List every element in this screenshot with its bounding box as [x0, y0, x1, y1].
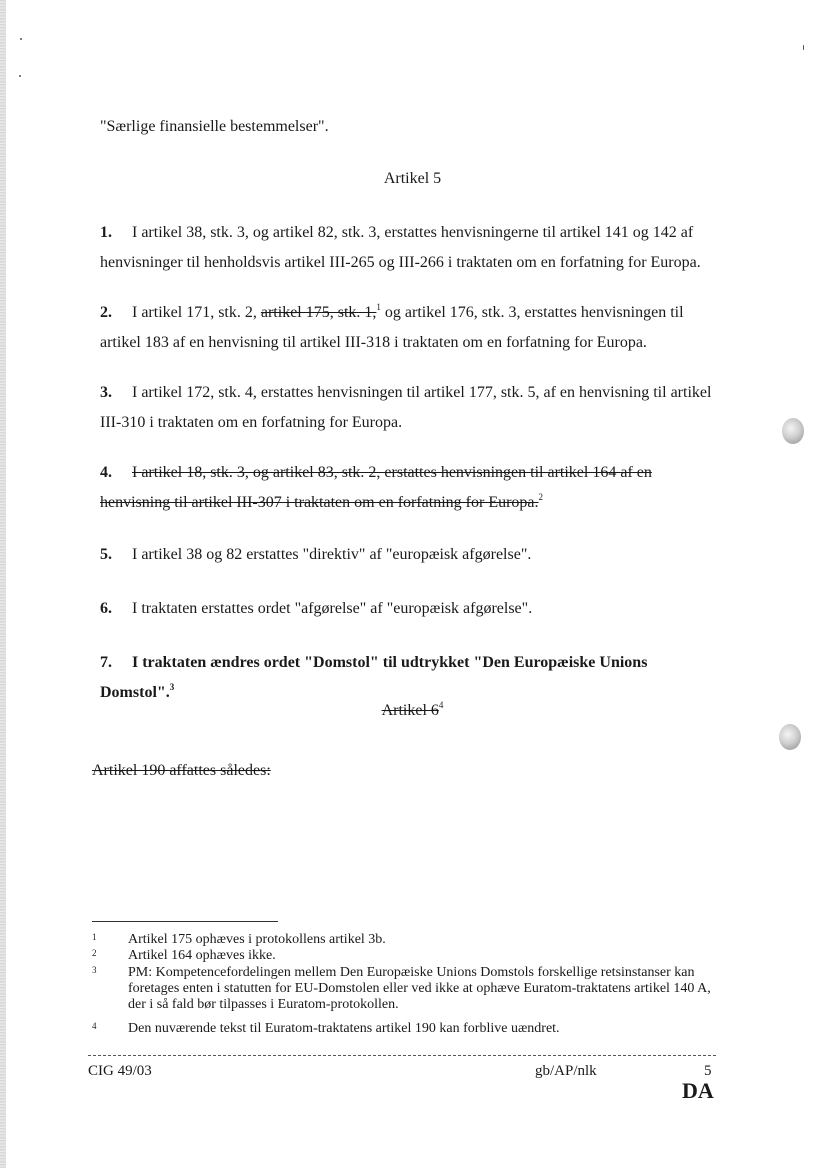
paragraph-text: I artikel 172, stk. 4, erstattes henvisningen til artikel 177, stk. 5, af en henvisning til artikel III-310 i traktaten om en forfatning for Europa.: [100, 384, 712, 431]
struck-text: Artikel 190 affattes således:: [92, 762, 271, 779]
paragraph-number: 2.: [100, 304, 112, 321]
footnote-3: [92, 965, 732, 1013]
footnote-1: [92, 932, 732, 948]
paragraph-3: [100, 378, 720, 438]
footnote-2: [92, 948, 732, 964]
paragraph-text: I artikel 171, stk. 2,: [132, 304, 257, 321]
paragraph-text: I artikel 38 og 82 erstattes "direktiv" af "europæisk afgørelse".: [132, 546, 532, 563]
footnote-separator: [92, 921, 278, 922]
footnote-ref: 1: [376, 302, 381, 312]
paragraph-1: [100, 218, 720, 278]
footnote-ref: 2: [538, 492, 544, 502]
paragraph-2: [100, 298, 720, 358]
footer-separator: [88, 1055, 716, 1056]
scan-speck: [803, 45, 804, 50]
struck-paragraph-text: I artikel 18, stk. 3, og artikel 83, stk. 2, erstattes henvisningen til artikel 164 af en henvisning til artikel III-307 i traktaten om en forfatning for Europa.: [100, 464, 652, 511]
paragraph-6: [100, 594, 720, 624]
paragraph-5: [100, 540, 720, 570]
article-6-title-text: Artikel 6: [381, 702, 439, 719]
footnote-mark: 3: [92, 965, 97, 975]
footnote-text: Den nuværende tekst til Euratom-traktatens artikel 190 kan forblive uændret.: [128, 1021, 560, 1036]
paragraph-text: og artikel 176, stk. 3, erstattes henvisningen til artikel 183 af en henvisning til artikel III-318 i traktaten om en forfatning for Europa.: [100, 304, 684, 351]
footnote-mark: 2: [92, 948, 97, 958]
scan-speck: [19, 75, 21, 77]
paragraph-number: 4.: [100, 464, 112, 481]
footnote-mark: 4: [92, 1021, 97, 1031]
punch-hole-top: [782, 418, 804, 444]
language-code: DA: [682, 1078, 714, 1103]
page-number: 5: [704, 1063, 712, 1079]
footnote-ref: 3: [169, 682, 175, 692]
footnote-text: Artikel 175 ophæves i protokollens artikel 3b.: [128, 932, 386, 947]
paragraph-4: [100, 458, 720, 518]
paragraph-number: 6.: [100, 600, 112, 617]
footnote-text: Artikel 164 ophæves ikke.: [128, 948, 276, 963]
paragraph-7: [100, 648, 720, 708]
paragraph-text: I traktaten ændres ordet "Domstol" til udtrykket "Den Europæiske Unions Domstol".: [100, 654, 648, 701]
struck-text: artikel 175, stk. 1,: [260, 304, 377, 321]
footnote-text: PM: Kompetencefordelingen mellem Den Europæiske Unions Domstols forskellige retsinstanser kan foretages enten i statutten for EU-Domstolen eller ved ikke at ophæve Euratom-traktatens artikel 140 A, der i så fald bør tilpasses i Euratom-protokollen.: [128, 965, 711, 1012]
paragraph-text: I traktaten erstattes ordet "afgørelse" af "europæisk afgørelse".: [132, 600, 533, 617]
article-6-title: [0, 702, 825, 720]
footnote-mark: 1: [92, 932, 97, 942]
article-5-title: Artikel 5: [383, 170, 442, 187]
article-190-line: [92, 756, 712, 786]
paragraph-number: 7.: [100, 654, 112, 671]
document-code: CIG 49/03: [88, 1063, 152, 1079]
header-fragment: "Særlige finansielle bestemmelser".: [100, 118, 329, 135]
punch-hole-bottom: [779, 724, 801, 750]
paragraph-text: I artikel 38, stk. 3, og artikel 82, stk. 3, erstattes henvisningerne til artikel 141 og 142 af henvisninger til henholdsvis artikel III-265 og III-266 i traktaten om en forfatning for Europa.: [100, 224, 701, 271]
footnote-4: [92, 1021, 732, 1037]
paragraph-number: 5.: [100, 546, 112, 563]
paragraph-number: 3.: [100, 384, 112, 401]
paragraph-number: 1.: [100, 224, 112, 241]
scan-speck: [20, 38, 22, 40]
footnote-ref: 4: [438, 700, 444, 710]
author-reference: gb/AP/nlk: [535, 1063, 597, 1079]
